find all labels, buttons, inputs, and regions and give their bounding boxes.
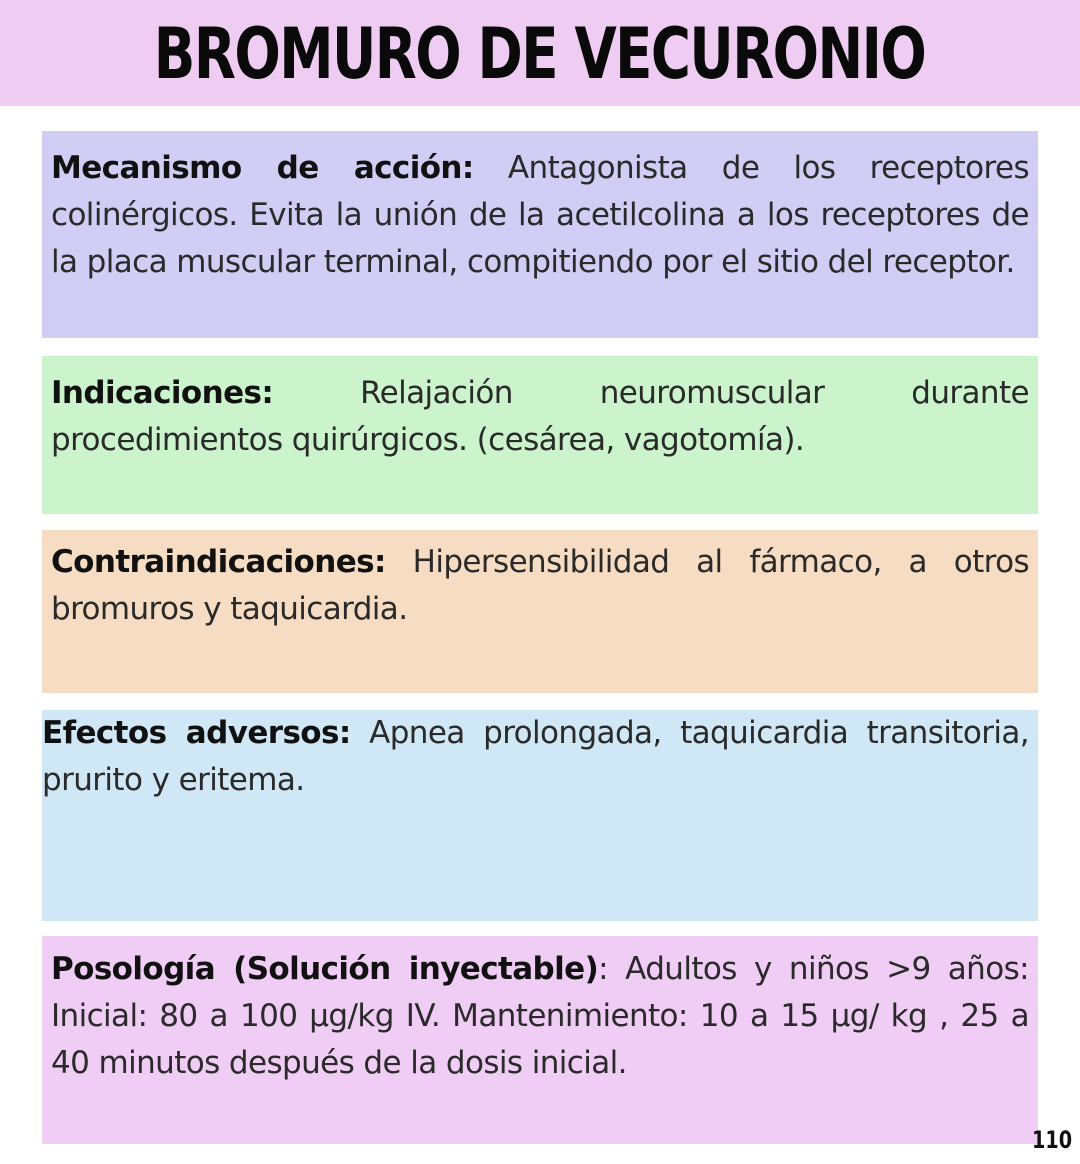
- section-posologia-paragraph: [51, 946, 1029, 1087]
- title-banner: [0, 0, 1080, 106]
- section-contraindicaciones-paragraph: [51, 539, 1029, 633]
- section-efectos-paragraph: [42, 710, 1029, 804]
- section-efectos-text: Apnea prolongada, taquicardia transitoria, prurito y eritema.: [42, 715, 1030, 798]
- section-mecanismo-text: Antagonista de los receptores colinérgicos. Evita la unión de la acetilcolina a los receptores de la placa muscular terminal, compitiendo por el sitio del receptor.: [51, 150, 1029, 280]
- section-contraindicaciones: [42, 530, 1038, 693]
- page-number: 110: [1031, 1126, 1072, 1154]
- section-efectos-label: Efectos adversos:: [42, 715, 351, 751]
- section-indicaciones-text: Relajación neuromuscular durante procedimientos quirúrgicos. (cesárea, vagotomía).: [51, 375, 1029, 458]
- section-mecanismo: [42, 131, 1038, 338]
- section-posologia-text: : Adultos y niños >9 años: Inicial: 80 a 100 μg/kg IV. Mantenimiento: 10 a 15 μg/ kg , 25 a 40 minutos después de la dosis inicial.: [51, 951, 1029, 1081]
- section-indicaciones: [42, 356, 1038, 514]
- section-mecanismo-paragraph: [51, 145, 1029, 286]
- section-posologia: [42, 936, 1038, 1144]
- page-title: BROMURO DE VECURONIO: [154, 13, 926, 95]
- section-efectos-adversos: [42, 710, 1038, 921]
- section-indicaciones-label: Indicaciones:: [51, 375, 274, 411]
- section-mecanismo-label: Mecanismo de acción:: [51, 150, 474, 186]
- section-contraindicaciones-text: Hipersensibilidad al fármaco, a otros bromuros y taquicardia.: [51, 544, 1029, 627]
- section-contraindicaciones-label: Contraindicaciones:: [51, 544, 386, 580]
- section-posologia-label: Posología (Solución inyectable): [51, 951, 599, 987]
- section-indicaciones-paragraph: [51, 370, 1029, 464]
